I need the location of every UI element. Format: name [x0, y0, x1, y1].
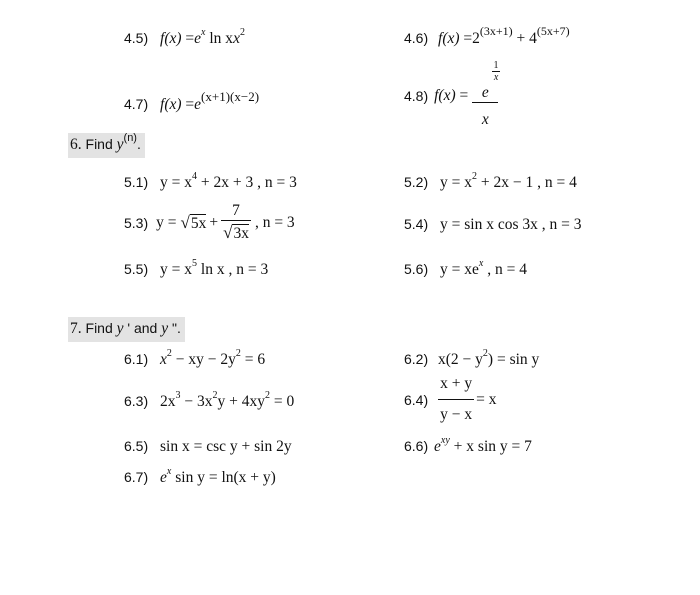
equals: = [185, 96, 195, 113]
term2-base: 4 [529, 30, 537, 47]
base: e [194, 30, 202, 47]
problem-6-3: 6.3) $2x^3 - 3x^2y + 4xy^2 = 0$ [124, 390, 295, 410]
problem-4-7 [124, 89, 260, 114]
problem-5-6: 5.6) $y = xe^x$ , n = 4 [404, 258, 527, 278]
equals: = [463, 30, 473, 47]
problem-6-2: 6.2) $x(2 - y^2) = \sin y$ [404, 348, 540, 368]
problem-5-3: 5.3) y = √5x + $\frac{7}{√3x}$ , n = 3 [124, 202, 295, 242]
lhs: f(x) [160, 96, 182, 113]
section-6-heading: 6. Find $y^{(n)}$. [68, 133, 145, 158]
exponent-denominator: x [493, 72, 499, 83]
problem-number: 6.5) [124, 438, 149, 454]
exponent: 2 [239, 27, 245, 38]
term2-exponent: (5x+7) [536, 24, 570, 38]
problem-number: 5.2) [404, 174, 429, 190]
expr: y = x [440, 174, 473, 191]
problem-4-8 [404, 62, 498, 129]
problem-number: 4.7) [124, 96, 149, 112]
term1-exponent: (3x+1) [479, 24, 513, 38]
lhs: f(x) [434, 86, 456, 104]
problem-6-4: 6.4) $\frac{x + y}{y - x}$ = x [404, 375, 497, 423]
denominator: x [481, 111, 489, 128]
problem-number: 5.3) [124, 214, 149, 231]
rest: ln x [205, 30, 234, 47]
lhs: f(x) [438, 30, 460, 47]
plus: + [516, 30, 526, 47]
problem-5-4: 5.4) y = sin x cos 3x , n = 3 [404, 216, 582, 233]
term1-base: 2 [472, 30, 480, 47]
problem-6-7: 6.7) $e^x$ sin y = ln(x + y) [124, 466, 276, 486]
fraction: $\frac{x + y}{y - x}$ [440, 375, 473, 423]
problem-5-2: 5.2) $y = x^2 + 2x - 1$ , n = 4 [404, 171, 577, 191]
expr: y = x [160, 174, 193, 191]
section-7-heading: 7. Find y ' and y ". [68, 317, 185, 342]
problem-number: 5.6) [404, 261, 429, 277]
fraction: $\frac{7}{√3x}$ [223, 202, 249, 242]
problem-5-5: 5.5) $y = x^5$ ln x , n = 3 [124, 258, 269, 278]
equals: = [185, 30, 195, 47]
problem-number: 4.8) [404, 87, 429, 104]
problem-6-5: 6.5) sin x = csc y + sin 2y [124, 438, 292, 455]
section-exponent: (n) [123, 132, 137, 144]
problem-number: 5.5) [124, 261, 149, 277]
numerator-base: e [481, 84, 489, 101]
fraction [472, 62, 498, 129]
base: e [194, 96, 202, 113]
problem-4-5: 4.5) $f(x) =e^x$ $\ln xx^2$ [124, 27, 245, 47]
exponent: (x+1)(x−2) [201, 89, 260, 104]
nested-exponent-fraction [492, 60, 500, 83]
equals: = [459, 86, 469, 104]
lhs: f(x) [160, 30, 182, 47]
problem-number: 6.4) [404, 391, 429, 408]
section-number: 7. [70, 320, 82, 337]
problem-number: 6.3) [124, 393, 149, 409]
section-number: 6. [70, 136, 82, 153]
section-var: y [116, 136, 124, 153]
problem-number: 5.1) [124, 174, 149, 190]
exponent: x [201, 27, 206, 38]
section-text: Find [85, 136, 117, 152]
problem-number: 6.7) [124, 469, 149, 485]
problem-number: 5.4) [404, 216, 429, 232]
problem-number: 6.2) [404, 351, 429, 367]
problem-5-1: 5.1) $y = x^4 + 2x + 3$ , n = 3 [124, 171, 297, 191]
problem-4-6 [404, 24, 570, 48]
problem-number: 4.6) [404, 30, 429, 46]
problem-6-6: 6.6) $e^{xy} + x$ sin y = 7 [404, 435, 532, 455]
problem-number: 6.6) [404, 438, 429, 454]
problem-number: 6.1) [124, 351, 149, 367]
radical: √5x [180, 212, 207, 232]
problem-number: 4.5) [124, 30, 149, 46]
problem-6-1: 6.1) $x^2$ − xy − $2y^2 = 6$ [124, 348, 266, 368]
exponent-numerator: 1 [493, 60, 499, 71]
